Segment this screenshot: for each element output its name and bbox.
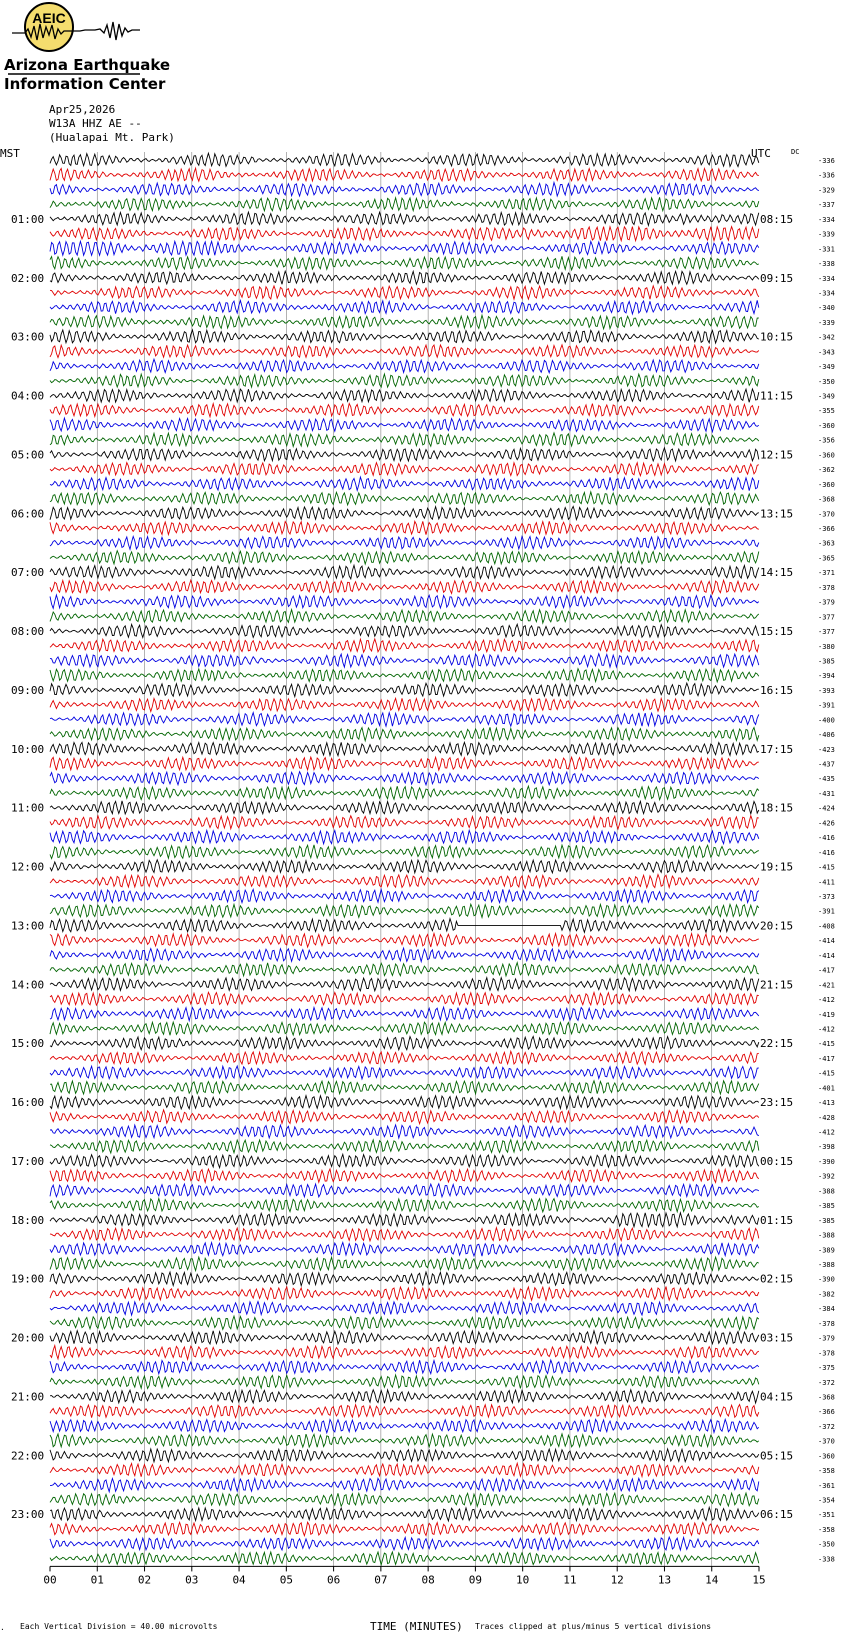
dc-offset-label: -343 — [818, 348, 835, 357]
mst-hour-label: 07:00 — [11, 566, 45, 580]
dc-offset-label: -366 — [818, 525, 835, 533]
dc-offset-label: -377 — [818, 613, 835, 622]
mst-hour-label: 14:00 — [11, 978, 45, 992]
dc-offset-label: -337 — [818, 201, 835, 210]
dc-offset-label: -351 — [818, 1511, 835, 1520]
mst-hour-label: 10:00 — [11, 742, 45, 756]
trace-86 — [50, 1419, 759, 1433]
trace-23 — [50, 492, 759, 505]
station-channel: W13A HHZ AE -- — [49, 117, 142, 130]
utc-hour-label: 22:15 — [760, 1037, 794, 1051]
trace-2 — [50, 183, 759, 197]
dc-offset-label: -412 — [818, 996, 835, 1004]
dc-offset-label: -356 — [818, 436, 835, 445]
dc-offset-label: -424 — [818, 804, 835, 813]
trace-80 — [50, 1331, 759, 1344]
org-name-line2: Information Center — [4, 75, 166, 93]
dc-offset-label: -350 — [818, 1540, 835, 1549]
trace-30 — [50, 595, 759, 608]
trace-81 — [50, 1346, 759, 1360]
trace-25 — [50, 521, 759, 534]
trace-0 — [50, 153, 759, 166]
mst-hour-label: 01:00 — [11, 212, 45, 226]
dc-offset-label: -406 — [818, 731, 835, 740]
trace-87 — [50, 1434, 759, 1447]
trace-58 — [50, 1007, 759, 1020]
trace-52 — [50, 919, 759, 933]
dc-offset-label: -417 — [818, 1054, 835, 1063]
utc-hour-label: 19:15 — [760, 860, 794, 874]
dc-offset-label: -412 — [818, 1025, 835, 1034]
dc-offset-label: -372 — [818, 1378, 835, 1387]
dc-offset-label: -362 — [818, 466, 835, 475]
trace-45 — [50, 816, 759, 829]
seismic-traces — [50, 153, 759, 1565]
trace-91 — [50, 1493, 759, 1506]
dc-offset-label: -388 — [818, 1187, 835, 1196]
mst-hour-label: 04:00 — [11, 389, 45, 403]
mst-hour-label: 05:00 — [11, 448, 45, 462]
trace-47 — [50, 845, 759, 859]
dc-offset-label: -414 — [818, 951, 835, 960]
dc-offset-label: -391 — [818, 701, 835, 710]
dc-offset-label: -398 — [818, 1143, 835, 1152]
dc-offset-label: -385 — [818, 1216, 835, 1225]
trace-77 — [50, 1287, 759, 1301]
utc-hour-label: 06:15 — [760, 1508, 794, 1522]
mst-hour-label: 22:00 — [11, 1449, 45, 1463]
x-tick-label: 15 — [752, 1573, 766, 1587]
trace-38 — [50, 713, 759, 727]
utc-hour-label: 03:15 — [760, 1331, 794, 1345]
trace-88 — [50, 1449, 759, 1462]
dc-offset-label: -380 — [818, 642, 835, 651]
utc-hour-label: 05:15 — [760, 1449, 794, 1463]
left-zone-label: MST — [0, 147, 20, 160]
trace-31 — [50, 610, 759, 623]
dc-offset-label: -360 — [818, 451, 835, 460]
x-tick-label: 07 — [374, 1573, 388, 1587]
dc-offset-label: -415 — [818, 863, 835, 872]
mst-hour-label: 18:00 — [11, 1213, 45, 1227]
dc-offset-label: -393 — [818, 686, 835, 695]
trace-70 — [50, 1184, 759, 1197]
trace-15 — [50, 374, 759, 387]
dc-offset-label: -340 — [818, 304, 835, 313]
mst-hour-label: 16:00 — [11, 1096, 45, 1110]
trace-67 — [50, 1140, 759, 1153]
x-tick-label: 14 — [705, 1573, 719, 1587]
scale-note: Each Vertical Division = 40.00 microvolts — [20, 1622, 218, 1631]
trace-50 — [50, 889, 759, 902]
utc-hour-label: 04:15 — [760, 1390, 794, 1404]
mst-hour-label: 06:00 — [11, 507, 45, 521]
trace-11 — [50, 315, 759, 329]
trace-1 — [50, 168, 759, 181]
trace-26 — [50, 537, 759, 550]
dc-offset-label: -350 — [818, 377, 835, 386]
trace-94 — [50, 1537, 759, 1550]
dc-offset-label: -378 — [818, 1319, 835, 1328]
dc-header-label: DC — [791, 148, 800, 156]
trace-29 — [50, 580, 759, 594]
dc-offset-label: -400 — [818, 716, 835, 725]
dc-offset-label: -358 — [818, 1526, 835, 1534]
mst-hour-label: 15:00 — [11, 1037, 45, 1051]
mst-hour-label: 17:00 — [11, 1155, 45, 1168]
trace-71 — [50, 1199, 759, 1212]
trace-84 — [50, 1390, 759, 1404]
dc-offset-label: -385 — [818, 657, 835, 666]
dc-offset-label: -338 — [818, 260, 835, 268]
utc-hour-label: 00:15 — [760, 1155, 794, 1168]
x-tick-label: 12 — [610, 1573, 624, 1587]
mst-hour-label: 08:00 — [11, 625, 45, 638]
trace-13 — [50, 345, 759, 358]
dc-offset-label: -388 — [818, 1261, 835, 1269]
trace-93 — [50, 1522, 759, 1536]
dc-offset-label: -339 — [818, 318, 835, 327]
dc-offset-label: -421 — [818, 981, 835, 990]
mst-hour-labels — [11, 213, 44, 1521]
trace-78 — [50, 1302, 759, 1316]
dc-offset-label: -334 — [818, 289, 835, 298]
footer-mark: . — [0, 1623, 5, 1632]
mst-hour-label: 09:00 — [11, 683, 45, 697]
dc-offset-label: -415 — [818, 1040, 835, 1049]
dc-offset-label: -339 — [818, 230, 835, 239]
dc-offset-label: -411 — [818, 878, 835, 887]
mst-hour-label: 23:00 — [11, 1508, 45, 1522]
dc-offset-label: -375 — [818, 1364, 835, 1372]
dc-offset-label: -389 — [818, 1246, 835, 1255]
trace-6 — [50, 241, 759, 255]
dc-offset-label: -423 — [818, 745, 835, 754]
trace-55 — [50, 963, 759, 976]
dc-offset-label: -360 — [818, 422, 835, 430]
trace-75 — [50, 1257, 759, 1271]
dc-offset-label: -331 — [818, 245, 835, 254]
dc-offset-label: -349 — [818, 363, 835, 372]
trace-79 — [50, 1316, 759, 1330]
dc-offset-label: -417 — [818, 966, 835, 975]
utc-hour-label: 14:15 — [760, 566, 794, 580]
dc-offset-label: -373 — [818, 893, 835, 901]
utc-hour-label: 17:15 — [760, 742, 794, 756]
dc-offset-label: -426 — [818, 819, 835, 828]
utc-hour-label: 12:15 — [760, 448, 794, 462]
trace-5 — [50, 227, 759, 241]
utc-hour-label: 15:15 — [760, 625, 794, 638]
dc-offset-label: -363 — [818, 539, 835, 548]
x-tick-label: 03 — [185, 1573, 199, 1587]
trace-27 — [50, 551, 759, 565]
dc-offset-label: -371 — [818, 569, 835, 578]
trace-34 — [50, 654, 759, 667]
dc-offset-label: -377 — [818, 628, 835, 636]
dc-offset-label: -370 — [818, 1437, 835, 1446]
x-tick-label: 01 — [90, 1573, 104, 1587]
trace-76 — [50, 1272, 759, 1286]
trace-3 — [50, 197, 759, 211]
dc-offset-label: -408 — [818, 922, 835, 931]
trace-33 — [50, 639, 759, 652]
trace-28 — [50, 565, 759, 579]
mst-hour-label: 11:00 — [11, 801, 45, 815]
utc-hour-label: 08:15 — [760, 212, 794, 226]
trace-64 — [50, 1096, 759, 1109]
dc-offset-label: -360 — [818, 1452, 835, 1461]
trace-83 — [50, 1375, 759, 1389]
trace-20 — [50, 448, 759, 461]
dc-offset-label: -416 — [818, 848, 835, 857]
dc-offset-label: -372 — [818, 1422, 835, 1431]
dc-offset-label: -358 — [818, 1467, 835, 1476]
dc-offset-label: -413 — [818, 1099, 835, 1108]
dc-offset-label: -391 — [818, 907, 835, 916]
trace-66 — [50, 1125, 759, 1138]
dc-offset-label: -361 — [818, 1481, 835, 1490]
dc-offset-label: -415 — [818, 1069, 835, 1078]
trace-69 — [50, 1169, 759, 1183]
trace-35 — [50, 669, 759, 682]
dc-offset-labels — [818, 157, 835, 1563]
dc-offset-label: -370 — [818, 510, 835, 519]
org-name-line1: Arizona Earthquake — [4, 56, 171, 74]
trace-48 — [50, 860, 759, 873]
x-tick-label: 08 — [421, 1573, 435, 1587]
dc-offset-label: -336 — [818, 157, 835, 165]
trace-19 — [50, 433, 759, 447]
trace-36 — [50, 683, 759, 697]
utc-hour-label: 23:15 — [760, 1096, 794, 1110]
dc-offset-label: -428 — [818, 1113, 835, 1122]
mst-hour-label: 20:00 — [11, 1331, 45, 1345]
x-tick-label: 10 — [516, 1573, 530, 1587]
trace-39 — [50, 727, 759, 740]
dc-offset-label: -366 — [818, 1408, 835, 1417]
dc-offset-label: -388 — [818, 1231, 835, 1240]
trace-53 — [50, 933, 759, 947]
mst-hour-label: 02:00 — [11, 271, 45, 285]
trace-61 — [50, 1051, 759, 1064]
trace-16 — [50, 389, 759, 402]
dc-offset-label: -365 — [818, 554, 835, 563]
x-tick-label: 13 — [657, 1573, 672, 1587]
dc-offset-label: -416 — [818, 834, 835, 843]
utc-hour-label: 09:15 — [760, 271, 794, 285]
utc-hour-label: 16:15 — [760, 683, 794, 697]
trace-21 — [50, 463, 759, 476]
trace-4 — [50, 212, 759, 225]
utc-hour-label: 20:15 — [760, 919, 794, 933]
dc-offset-label: -382 — [818, 1290, 835, 1299]
utc-hour-labels — [760, 213, 793, 1521]
dc-offset-label: -437 — [818, 760, 835, 769]
trace-63 — [50, 1081, 759, 1094]
dc-offset-label: -384 — [818, 1305, 835, 1314]
trace-43 — [50, 786, 759, 800]
plot-date: Apr25,2026 — [49, 103, 116, 116]
utc-hour-label: 01:15 — [760, 1213, 794, 1227]
trace-17 — [50, 404, 759, 417]
trace-7 — [50, 256, 759, 270]
x-tick-label: 00 — [43, 1573, 57, 1587]
dc-offset-label: -378 — [818, 583, 835, 592]
dc-offset-label: -379 — [818, 598, 835, 607]
trace-95 — [50, 1552, 759, 1565]
mst-hour-label: 03:00 — [11, 330, 45, 344]
trace-54 — [50, 948, 759, 962]
trace-73 — [50, 1228, 759, 1241]
utc-hour-label: 10:15 — [760, 330, 794, 344]
dc-offset-label: -390 — [818, 1275, 835, 1284]
dc-offset-label: -334 — [818, 274, 835, 283]
x-axis-ticks — [43, 1566, 765, 1586]
x-tick-label: 02 — [137, 1573, 152, 1587]
trace-72 — [50, 1213, 759, 1227]
trace-22 — [50, 477, 759, 491]
utc-hour-label: 13:15 — [760, 507, 794, 521]
trace-65 — [50, 1110, 759, 1124]
utc-hour-label: 18:15 — [760, 801, 794, 815]
trace-90 — [50, 1478, 759, 1492]
trace-44 — [50, 801, 759, 814]
utc-hour-label: 11:15 — [760, 389, 794, 403]
x-tick-label: 04 — [232, 1573, 246, 1587]
trace-59 — [50, 1022, 759, 1035]
dc-offset-label: -394 — [818, 672, 835, 681]
station-location: (Hualapai Mt. Park) — [49, 131, 175, 144]
trace-56 — [50, 978, 759, 991]
trace-60 — [50, 1036, 759, 1049]
trace-49 — [50, 875, 759, 889]
dc-offset-label: -378 — [818, 1349, 835, 1358]
trace-10 — [50, 300, 759, 314]
right-zone-label: UTC — [751, 147, 771, 160]
dc-offset-label: -354 — [818, 1496, 835, 1505]
dc-offset-label: -392 — [818, 1172, 835, 1181]
mst-hour-label: 19:00 — [11, 1272, 45, 1286]
dc-offset-label: -355 — [818, 407, 835, 416]
dc-offset-label: -431 — [818, 790, 835, 798]
clip-note: Traces clipped at plus/minus 5 vertical divisions — [475, 1622, 712, 1631]
dc-offset-label: -419 — [818, 1010, 835, 1019]
dc-offset-label: -390 — [818, 1158, 835, 1166]
dc-offset-label: -401 — [818, 1084, 835, 1093]
trace-41 — [50, 757, 759, 770]
mst-hour-label: 21:00 — [11, 1390, 45, 1404]
trace-89 — [50, 1463, 759, 1476]
dc-offset-label: -414 — [818, 937, 835, 946]
trace-37 — [50, 698, 759, 711]
dc-offset-label: -368 — [818, 495, 835, 504]
trace-12 — [50, 330, 759, 343]
x-axis-title: TIME (MINUTES) — [370, 1620, 463, 1633]
dc-offset-label: -336 — [818, 171, 835, 180]
trace-24 — [50, 506, 759, 519]
trace-51 — [50, 904, 759, 917]
x-tick-label: 09 — [468, 1573, 483, 1587]
dc-offset-label: -360 — [818, 480, 835, 489]
trace-57 — [50, 992, 759, 1005]
trace-82 — [50, 1360, 759, 1374]
dc-offset-label: -368 — [818, 1393, 835, 1402]
trace-40 — [50, 742, 759, 755]
trace-42 — [50, 772, 759, 785]
trace-62 — [50, 1066, 759, 1079]
utc-hour-label: 02:15 — [760, 1272, 794, 1286]
x-tick-label: 11 — [563, 1573, 577, 1587]
trace-18 — [50, 418, 759, 432]
trace-8 — [50, 271, 759, 284]
trace-68 — [50, 1154, 759, 1167]
dc-offset-label: -342 — [818, 333, 835, 342]
trace-92 — [50, 1507, 759, 1521]
mst-hour-label: 13:00 — [11, 919, 45, 933]
trace-14 — [50, 359, 759, 373]
dc-offset-label: -349 — [818, 392, 835, 401]
dc-offset-label: -338 — [818, 1555, 835, 1564]
dc-offset-label: -412 — [818, 1128, 835, 1137]
trace-32 — [50, 624, 759, 637]
dc-offset-label: -379 — [818, 1334, 835, 1343]
trace-9 — [50, 286, 759, 299]
trace-74 — [50, 1243, 759, 1257]
x-tick-label: 05 — [279, 1573, 293, 1587]
trace-85 — [50, 1405, 759, 1418]
logo-abbrev: AEIC — [32, 10, 66, 26]
dc-offset-label: -334 — [818, 215, 835, 224]
mst-hour-label: 12:00 — [11, 860, 45, 874]
dc-offset-label: -329 — [818, 186, 835, 195]
dc-offset-label: -385 — [818, 1202, 835, 1211]
x-tick-label: 06 — [326, 1573, 341, 1587]
dc-offset-label: -435 — [818, 775, 835, 784]
trace-46 — [50, 830, 759, 843]
utc-hour-label: 21:15 — [760, 978, 794, 992]
